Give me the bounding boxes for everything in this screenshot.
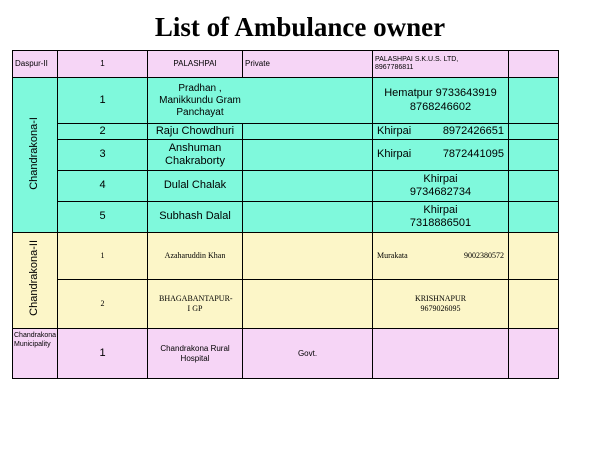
contact-cell (373, 124, 509, 140)
contact-line: Khirpai (423, 172, 458, 185)
type-cell: Private (243, 51, 373, 78)
contact-phone: 9002380572 (464, 251, 504, 261)
serial-cell: 1 (58, 233, 148, 280)
empty-cell (509, 78, 559, 124)
owner-name-cell: Dulal Chalak (148, 171, 243, 202)
table-row (13, 329, 559, 379)
contact-line: 9734682734 (409, 186, 472, 198)
empty-cell (243, 202, 373, 233)
block-cell: Chandrakona Municipality (13, 329, 58, 379)
contact-cell (373, 78, 509, 124)
contact-phone: 8972426651 (442, 124, 504, 137)
contact-cell (373, 51, 509, 78)
table-row (13, 140, 559, 171)
table-row (13, 171, 559, 202)
owner-name: Chandrakona Rural Hospital (160, 343, 230, 363)
empty-cell (243, 280, 373, 329)
block-label: Chandrakona-I (28, 116, 41, 190)
empty-cell (243, 140, 373, 171)
empty-cell (243, 171, 373, 202)
table-row (13, 124, 559, 140)
serial-cell: 1 (58, 329, 148, 379)
empty-cell (509, 51, 559, 78)
contact-line: 8967786811 (375, 64, 414, 71)
contact-cell (373, 171, 509, 202)
owner-name-cell: Subhash Dalal (148, 202, 243, 233)
empty-cell (509, 280, 559, 329)
contact-phone: 7872441095 (442, 148, 504, 161)
ambulance-owner-table (12, 50, 559, 379)
empty-cell (509, 233, 559, 280)
contact-line: 7318886501 (409, 217, 472, 229)
empty-cell (509, 140, 559, 171)
serial-cell: 5 (58, 202, 148, 233)
page-title: List of Ambulance owner (154, 12, 446, 42)
contact-line: KRISHNAPUR (414, 294, 467, 304)
contact-cell (373, 280, 509, 329)
owner-name-cell (148, 329, 243, 379)
empty-cell (509, 329, 559, 379)
block-cell (13, 78, 58, 233)
type-cell: Govt. (243, 329, 373, 379)
contact-cell (373, 140, 509, 171)
owner-name: BHAGABANTAPUR-I GP (159, 294, 233, 313)
contact-cell (373, 233, 509, 280)
block-cell: Daspur-II (13, 51, 58, 78)
table-row (13, 202, 559, 233)
contact-place: Khirpai (377, 124, 412, 137)
contact-line: Hematpur 9733643919 (384, 87, 497, 100)
contact-line: PALASHPAI S.K.U.S. LTD, (375, 55, 459, 63)
empty-cell (509, 171, 559, 202)
empty-cell (373, 329, 509, 379)
contact-line: 9679026095 (420, 304, 461, 313)
owner-name-cell (148, 78, 373, 124)
owner-name-cell: Azaharuddin Khan (148, 233, 243, 280)
table-row (13, 51, 559, 78)
serial-cell: 3 (58, 140, 148, 171)
owner-name-cell: PALASHPAI (148, 51, 243, 78)
table-row (13, 280, 559, 329)
table-row (13, 233, 559, 280)
contact-place: Khirpai (377, 148, 412, 161)
contact-place: Murakata (377, 251, 408, 261)
contact-cell (373, 202, 509, 233)
serial-cell: 2 (58, 280, 148, 329)
serial-cell: 4 (58, 171, 148, 202)
block-label: Chandrakona-II (28, 240, 41, 317)
owner-name: Pradhan , Manikkundu Gram Panchayat (159, 82, 241, 118)
owner-name-cell: Anshuman Chakraborty (148, 140, 243, 171)
contact-line: 8768246602 (409, 100, 472, 113)
owner-name-cell: Raju Chowdhuri (148, 124, 243, 140)
serial-cell: 2 (58, 124, 148, 140)
serial-cell: 1 (58, 51, 148, 78)
table-row (13, 78, 559, 124)
empty-cell (509, 202, 559, 233)
empty-cell (509, 124, 559, 140)
block-cell (13, 233, 58, 329)
serial-cell: 1 (58, 78, 148, 124)
empty-cell (243, 233, 373, 280)
owner-name-cell (148, 280, 243, 329)
contact-line: Khirpai (423, 203, 458, 216)
empty-cell (243, 124, 373, 140)
